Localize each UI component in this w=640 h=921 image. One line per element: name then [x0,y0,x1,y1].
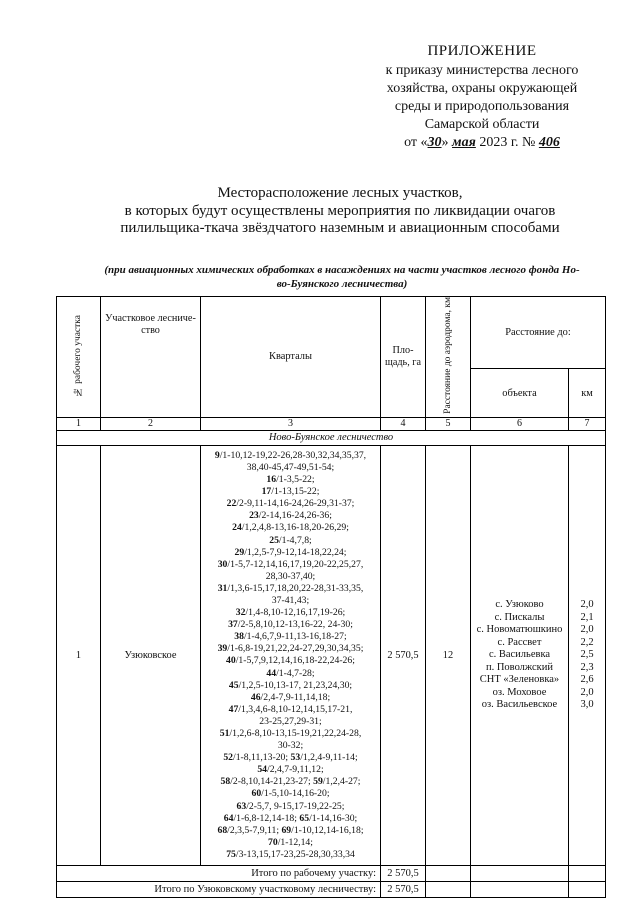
appendix-title: ПРИЛОЖЕНИЕ [427,43,537,59]
km-item: 2,5 [580,649,594,661]
quarter-ranges: /2-5,7, 9-15,17-19,22-25; [246,800,345,812]
km-item: 2,1 [580,611,594,623]
handwritten-month: мая [452,135,476,150]
appendix-header [362,42,602,152]
quarter-number: 47 [228,703,239,715]
quarter-number: 64 [223,812,234,824]
quarter-ranges: /2,3,5-7,9,11; [227,824,282,836]
table-row [57,445,606,865]
quarter-line [203,740,378,752]
title-line: в которых будут осуществлены мероприятия по ликвидации очагов [124,202,556,219]
quarter-number: 75 [226,848,236,860]
quarter-line [203,837,378,849]
quarter-line [203,486,378,498]
order-date [362,134,602,152]
th-quarters: Кварталы [201,297,381,418]
quarter-line [203,813,378,825]
quarter-number: 65 [299,812,310,824]
quarter-ranges: /1-10,12,14-16,18; [291,824,364,836]
quarter-line [203,571,378,583]
km-list [569,445,606,865]
km-item: 2,0 [580,624,594,636]
quarter-number: 37 [228,619,238,631]
quarter-ranges: /1,2,6-8,10-13,15-19,21,22,24-28, [229,728,362,739]
col-num: 1 [57,417,101,430]
quarter-ranges: /2,4-7,9-11,14,18; [260,691,331,703]
quarter-number: 58 [220,776,231,788]
plots-table [56,296,606,898]
quarter-number: 52 [223,752,233,764]
quarter-number: 30 [217,558,228,570]
quarter-line [203,522,378,534]
quarter-number: 54 [257,764,267,776]
quarter-ranges: /1,2,5-10,13-17, 21,23,24,30; [238,679,353,691]
th-plot-no: № рабочего участка [57,297,101,418]
quarter-number: 23 [249,510,259,522]
quarter-line [203,849,378,861]
quarter-number: 60 [251,788,262,800]
quarter-line [203,752,378,764]
object-item: с. Васильевка [488,649,551,661]
quarter-number: 68 [217,824,228,836]
col-num: 4 [381,417,426,430]
km-item: 2,2 [580,636,594,648]
th-district: Участковое лесниче-ство [101,297,201,418]
area-value: 2 570,5 [381,445,426,865]
object-item: с. Узюково [495,599,544,611]
quarter-line [203,825,378,837]
quarter-ranges: 23-25,27,29-31; [259,715,322,727]
title-line: пилильщика-ткача звёздчатого наземным и авиационным способами [120,220,560,236]
km-item: 2,6 [580,674,594,686]
total-district-value: 2 570,5 [381,882,426,898]
quarter-line [203,776,378,788]
quarter-number: 9 [214,449,220,461]
note-line: (при авиационных химических обработках в насаждениях на части участков лесного фонда Но- [104,264,580,276]
quarter-number: 24 [232,522,242,534]
district-name: Узюковское [101,445,201,865]
quarter-line [203,510,378,522]
quarter-number: 44 [266,667,277,679]
quarter-ranges: /1,3,4,6-8,10-12,14,15,17-21, [238,703,353,715]
col-num: 6 [471,417,569,430]
quarters-list [201,445,381,865]
quarter-line [203,559,378,571]
km-item: 2,0 [580,599,594,611]
quarter-ranges: /1,2,4-27; [322,776,361,788]
objects-list [471,445,569,865]
quarter-number: 51 [219,728,230,739]
quarter-ranges: /2,4,7-9,11,12; [267,764,324,776]
quarter-line [203,704,378,716]
quarter-ranges: /2-8,10,14-21,23-27; [230,776,314,788]
quarter-ranges: /1-6,8-19,21,22,24-27,29,30,34,35; [227,643,364,655]
quarter-ranges: /1-5,7-12,14,16,17,19,20-22,25,27, [227,558,364,570]
quarter-ranges: /1-4,7-28; [276,667,315,679]
plot-number: 1 [57,445,101,865]
header-line: хозяйства, охраны окружающей [386,81,578,96]
object-item: с. Рассвет [497,636,542,648]
quarter-ranges: /1-4,7,8; [278,534,312,546]
quarter-line [203,655,378,667]
object-item: с. Новоматюшкино [476,624,563,636]
object-item: с. Пискалы [494,611,545,623]
quarter-line [203,450,378,462]
quarter-ranges: /1-12,14; [277,836,313,848]
quarter-line [203,692,378,704]
quarter-number: 59 [313,776,323,788]
quarter-number: 22 [226,498,237,510]
section-forestry: Ново-Буянское лесничество [57,430,606,445]
quarter-line [203,547,378,559]
quarter-number: 25 [269,534,279,546]
quarter-number: 29 [234,546,245,558]
quarter-line [203,462,378,474]
quarter-number: 53 [290,752,301,764]
quarter-number: 32 [235,607,246,619]
quarter-ranges: /1-4,6,7,9-11,13-16,18-27; [243,631,347,643]
quarter-ranges: /1,2,5-7,9-12,14-18,22,24; [244,546,347,558]
quarter-ranges: /1-13,15-22; [271,486,320,498]
quarter-number: 16 [266,474,277,486]
quarter-number: 69 [281,824,292,836]
date-sep: » [441,135,449,150]
handwritten-number: 406 [538,135,560,150]
date-year: 2023 г. № [479,135,536,150]
quarter-line [203,631,378,643]
quarter-ranges: /1-5,10-14,16-20; [261,788,330,800]
quarter-number: 70 [268,836,278,848]
total-district-label: Итого по Узюковскому участковому лесничеству: [57,882,381,898]
date-prefix: от « [404,135,428,150]
quarter-line [203,607,378,619]
quarter-number: 38 [234,631,244,643]
airfield-distance: 12 [426,445,471,865]
quarter-line [203,619,378,631]
th-km: км [569,369,606,418]
quarter-ranges: /1-10,12-19,22-26,28-30,32,34,35,37, [219,449,367,461]
quarter-ranges: /1-3,5-22; [276,474,315,486]
quarter-line [203,498,378,510]
object-item: СНТ «Зеленовка» [479,674,560,686]
quarter-ranges: 28,30-37,40; [265,570,316,582]
object-item: оз. Васильевское [481,699,558,711]
quarter-ranges: /1,2,4-9,11-14; [300,752,358,764]
quarter-ranges: 37-41,43; [271,594,310,606]
quarter-line [203,716,378,728]
quarter-line [203,728,378,740]
th-area: Пло-щадь, га [381,297,426,418]
quarter-ranges: /1-14,16-30; [309,812,358,824]
quarter-line [203,801,378,813]
quarter-ranges: /1-5,7,9,12,14,16,18-22,24-26; [235,655,355,667]
column-numbers [57,417,606,430]
col-num: 3 [201,417,381,430]
header-line: Самарской области [424,117,540,132]
col-num: 7 [569,417,606,430]
quarter-ranges: /2-5,8,10,12-13,16-22, 24-30; [237,619,353,631]
quarter-ranges: /1,4-8,10-12,16,17,19-26; [245,607,346,619]
quarter-number: 45 [228,679,239,691]
quarter-line [203,474,378,486]
note [72,263,612,291]
note-line: во-Буянского лесничества) [276,278,408,290]
quarter-number: 39 [217,643,228,655]
total-plot-label: Итого по рабочему участку: [57,866,381,882]
quarter-line [203,764,378,776]
quarter-line [203,535,378,547]
quarter-number: 46 [250,691,261,703]
quarter-ranges: /2-9,11-14,16-24,26-29,31-37; [236,498,355,510]
object-item: п. Поволжский [485,661,553,673]
km-item: 2,0 [580,686,594,698]
quarter-ranges: 38,40-45,47-49,51-54; [246,461,335,473]
quarter-ranges: /1-8,11,13-20; [233,752,291,764]
km-item: 3,0 [580,699,594,711]
handwritten-day: 30 [427,135,442,150]
quarter-number: 40 [226,655,236,667]
quarter-number: 17 [261,486,272,498]
quarter-number: 31 [217,582,228,594]
header-line: среды и природопользования [394,99,570,114]
th-distance-to: Расстояние до: [471,297,606,369]
quarter-number: 63 [236,800,247,812]
title-line: Месторасположение лесных участков, [217,185,463,201]
col-num: 2 [101,417,201,430]
th-object: объекта [471,369,569,418]
quarter-ranges: /1,2,4,8-13,16-18,20-26,29; [241,522,349,534]
quarter-line [203,595,378,607]
quarter-line [203,668,378,680]
header-line: к приказу министерства лесного [385,63,579,78]
quarter-ranges: /1-6,8-12,14-18; [233,812,300,824]
object-item: оз. Моховое [492,686,547,698]
km-item: 2,3 [580,661,594,673]
quarter-line [203,583,378,595]
quarter-ranges: /2-14,16-24,26-36; [258,510,332,522]
quarter-line [203,680,378,692]
quarter-ranges: /3-13,15,17-23,25-28,30,33,34 [235,848,355,860]
document-title [80,185,600,238]
col-num: 5 [426,417,471,430]
quarter-line [203,788,378,800]
th-airfield: Расстояние до аэродрома, км [426,297,471,418]
quarter-ranges: 30-32; [277,740,304,752]
quarter-ranges: /1,3,6-15,17,18,20,22-28,31-33,35, [227,582,364,594]
quarter-line [203,643,378,655]
total-plot-value: 2 570,5 [381,866,426,882]
